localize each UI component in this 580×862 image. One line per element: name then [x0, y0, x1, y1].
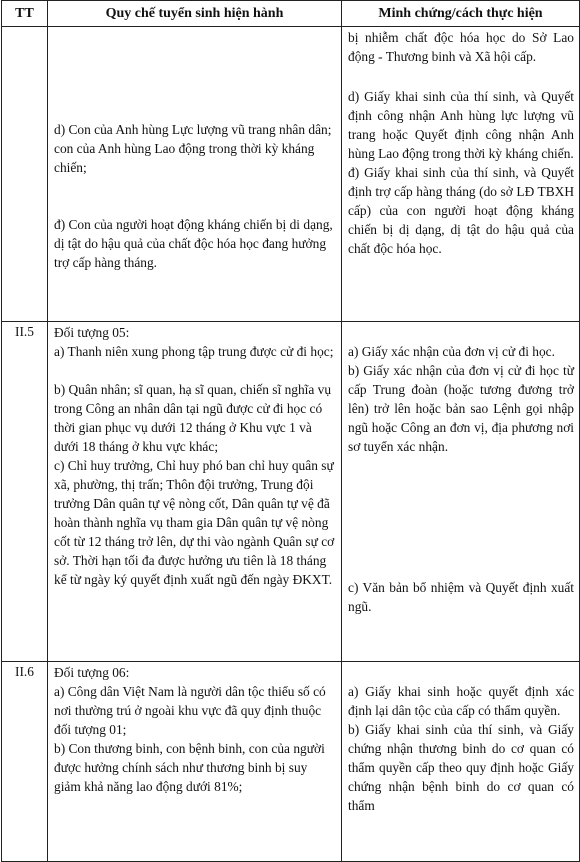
evidence-item: d) Giấy khai sinh của thí sinh, và Quyết định công nhận Anh hùng lực lượng vũ trang hoặc Quyết định công nhận Anh hùng Lao động trong thời kỳ kháng chiến.: [348, 89, 574, 161]
header-evidence: Minh chứng/cách thực hiện: [342, 1, 580, 27]
regulation-item: c) Chỉ huy trưởng, Chỉ huy phó ban chỉ huy quân sự xã, phường, thị trấn; Thôn đội trưởng, Trung đội trưởng Dân quân tự vệ nòng cốt, Dân quân tự vệ đã hoàn thành nghĩa vụ tham gia Dân quân tự vệ nòng cốt từ 12 tháng trở lên, dự thi vào ngành Quân sự cơ sở. Thời hạn tối đa được hưởng ưu tiên là 18 tháng kể từ ngày ký quyết định xuất ngũ đến ngày ĐKXT.: [54, 458, 335, 587]
regulation-item: d) Con của Anh hùng Lực lượng vũ trang nhân dân; con của Anh hùng Lao động trong thời kỳ kháng chiến;: [54, 122, 332, 175]
evidence-item: b) Giấy xác nhận của đơn vị cử đi học từ cấp Trung đoàn (hoặc tương đương trở lên) trở lên hoặc bản sao Lệnh gọi nhập ngũ hoặc Công an đơn vị, địa phương nơi sơ tuyển xác nhận.: [348, 363, 574, 454]
row-evidence-cell: [342, 662, 580, 862]
row-tt: [2, 27, 48, 322]
row-tt: II.6: [2, 662, 48, 862]
regulation-item: b) Quân nhân; sĩ quan, hạ sĩ quan, chiến sĩ nghĩa vụ trong Công an nhân dân tại ngũ được cử đi học có thời gian phục vụ dưới 12 tháng ở Khu vực 1 và dưới 18 tháng ở khu vực khác;: [54, 382, 332, 454]
admission-rules-table: [1, 0, 580, 862]
table-row: [2, 27, 580, 322]
row-regulation-cell: [48, 27, 342, 322]
row-regulation-cell: [48, 322, 342, 662]
group-heading: Đối tượng 06:: [54, 665, 130, 680]
evidence-item: đ) Giấy khai sinh của thí sinh, và Quyết định trợ cấp hàng tháng (do sở LĐ TBXH cấp) của con người hoạt động kháng chiến bị dị dạng, dị tật do hậu quả của chất độc hóa học.: [348, 165, 574, 256]
row-regulation-cell: [48, 662, 342, 862]
header-regulation: Quy chế tuyển sinh hiện hành: [48, 1, 342, 27]
regulation-item: a) Công dân Việt Nam là người dân tộc thiểu số có nơi thường trú ở ngoài khu vực đã quy định thuộc đối tượng 01;: [54, 684, 326, 737]
evidence-item: a) Giấy khai sinh hoặc quyết định xác định lại dân tộc của cấp có thẩm quyền.: [348, 684, 574, 718]
row-tt: II.5: [2, 322, 48, 662]
regulation-item: a) Thanh niên xung phong tập trung được cử đi học;: [54, 344, 334, 359]
table-row: [2, 662, 580, 862]
evidence-item: bị nhiễm chất độc hóa học do Sở Lao động - Thương binh và Xã hội cấp.: [348, 30, 574, 64]
regulation-item: đ) Con của người hoạt động kháng chiến bị di dạng, dị tật do hậu quả của chất độc hóa học đang hưởng trợ cấp hàng tháng.: [54, 217, 333, 270]
group-heading: Đối tượng 05:: [54, 325, 130, 340]
table-row: [2, 322, 580, 662]
row-evidence-cell: [342, 27, 580, 322]
regulation-item: b) Con thương binh, con bệnh binh, con của người được hưởng chính sách như thương binh bị suy giảm khả năng lao động dưới 81%;: [54, 741, 325, 794]
header-tt: TT: [2, 1, 48, 27]
evidence-item: a) Giấy xác nhận của đơn vị cử đi học.: [348, 344, 555, 359]
evidence-item: b) Giấy khai sinh của thí sinh, và Giấy chứng nhận thương binh do cơ quan có thẩm quyền cấp theo quy định hoặc Giấy chứng nhận bệnh binh do cơ quan có thẩm: [348, 722, 574, 813]
row-evidence-cell: [342, 322, 580, 662]
evidence-item: c) Văn bản bổ nhiệm và Quyết định xuất ngũ.: [348, 580, 574, 614]
table-header-row: [2, 1, 580, 27]
